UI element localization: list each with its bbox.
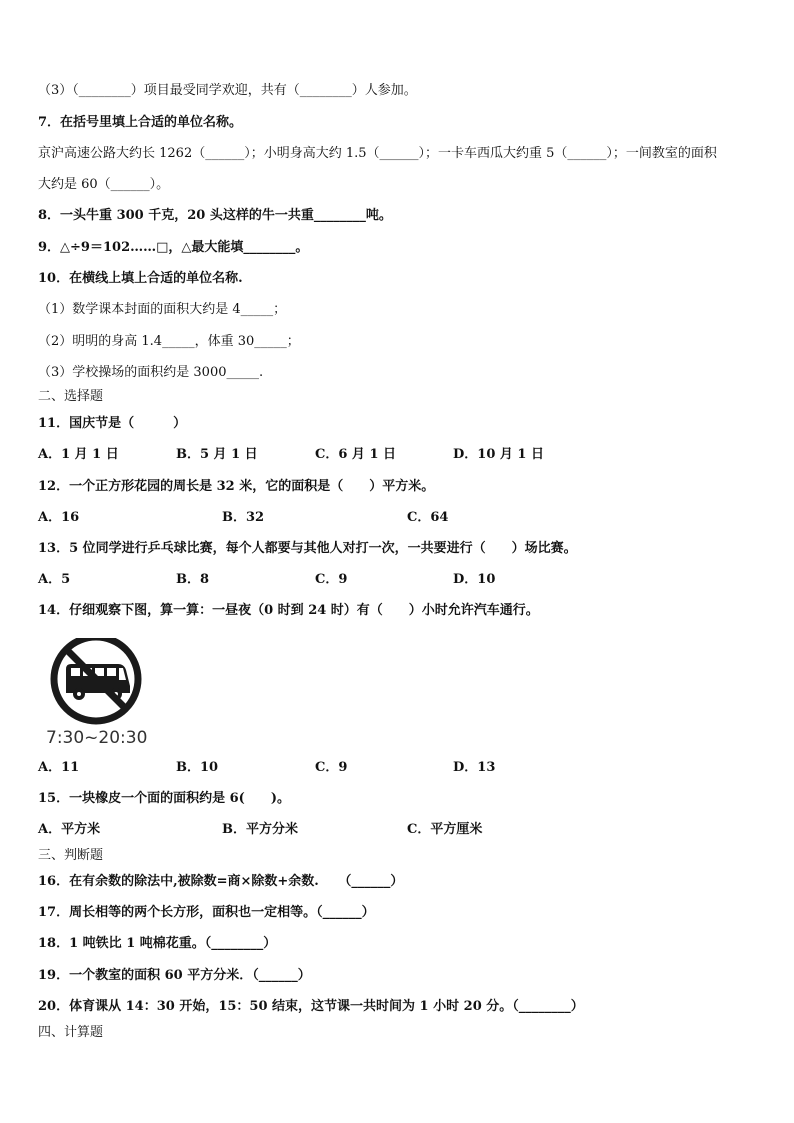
q13-option-a[interactable]: A．5 — [38, 572, 71, 587]
q10-part1: （1）数学课本封面的面积大约是 4_____； — [38, 302, 287, 317]
q12-stem: 12．一个正方形花园的周长是 32 米，它的面积是（ ）平方米。 — [38, 479, 435, 494]
q15-option-a[interactable]: A．平方米 — [38, 822, 101, 837]
q13-option-b[interactable]: B．8 — [176, 572, 210, 587]
time-caption: 7:30~20:30 — [46, 728, 148, 748]
q10-part3: （3）学校操场的面积约是 3000_____. — [38, 365, 264, 380]
q11-option-c[interactable]: C．6 月 1 日 — [315, 447, 397, 462]
q11-option-b[interactable]: B．5 月 1 日 — [176, 447, 258, 462]
section-heading-choice: 二、选择题 — [38, 389, 104, 404]
q7-body-line2: 大约是 60（______）。 — [38, 177, 170, 192]
q13-stem: 13．5 位同学进行乒乓球比赛，每个人都要与其他人对打一次，一共要进行（ ）场比赛。 — [38, 541, 577, 556]
q10-part2: （2）明明的身高 1.4_____，体重 30_____； — [38, 334, 300, 349]
q16-stem: 16．在有余数的除法中,被除数=商×除数+余数. （______） — [38, 874, 404, 889]
q6-part3: （3）（________）项目最受同学欢迎，共有（________）人参加。 — [38, 83, 417, 98]
q15-option-c[interactable]: C．平方厘米 — [407, 822, 483, 837]
q14-stem: 14．仔细观察下图，算一算：一昼夜（0 时到 24 时）有（ ）小时允许汽车通行。 — [38, 603, 539, 618]
q18-stem: 18．1 吨铁比 1 吨棉花重。（________） — [38, 936, 277, 951]
q17-stem: 17．周长相等的两个长方形，面积也一定相等。（______） — [38, 905, 375, 920]
q14-option-b[interactable]: B．10 — [176, 760, 219, 775]
q13-option-d[interactable]: D．10 — [453, 572, 496, 587]
q11-option-d[interactable]: D．10 月 1 日 — [453, 447, 544, 462]
q12-option-a[interactable]: A．16 — [38, 510, 80, 525]
q12-option-c[interactable]: C．64 — [407, 510, 449, 525]
section-heading-judgment: 三、判断题 — [38, 848, 104, 863]
no-bus-sign-icon — [44, 638, 154, 728]
q9-stem: 9．△÷9＝102……□，△最大能填________。 — [38, 240, 309, 255]
q7-body-line1: 京沪高速公路大约长 1262（______）；小明身高大约 1.5（______）；一卡车西瓜大约重 5（______）；一间教室的面积 — [38, 146, 717, 161]
q14-option-c[interactable]: C．9 — [315, 760, 348, 775]
q7-stem: 7．在括号里填上合适的单位名称。 — [38, 115, 243, 130]
q15-stem: 15．一块橡皮一个面的面积约是 6( )。 — [38, 791, 290, 806]
q15-option-b[interactable]: B．平方分米 — [222, 822, 298, 837]
q12-option-b[interactable]: B．32 — [222, 510, 265, 525]
q11-option-a[interactable]: A．1 月 1 日 — [38, 447, 119, 462]
q19-stem: 19．一个教室的面积 60 平方分米．（______） — [38, 968, 311, 983]
q13-option-c[interactable]: C．9 — [315, 572, 348, 587]
q10-stem: 10．在横线上填上合适的单位名称. — [38, 271, 243, 286]
q8-stem: 8．一头牛重 300 千克，20 头这样的牛一共重________吨。 — [38, 208, 392, 223]
q14-option-d[interactable]: D．13 — [453, 760, 496, 775]
q11-stem: 11．国庆节是（ ） — [38, 416, 187, 431]
q14-option-a[interactable]: A．11 — [38, 760, 80, 775]
q20-stem: 20．体育课从 14：30 开始，15：50 结束，这节课一共时间为 1 小时 20 分。（________） — [38, 999, 584, 1014]
section-heading-calculation: 四、计算题 — [38, 1025, 104, 1040]
